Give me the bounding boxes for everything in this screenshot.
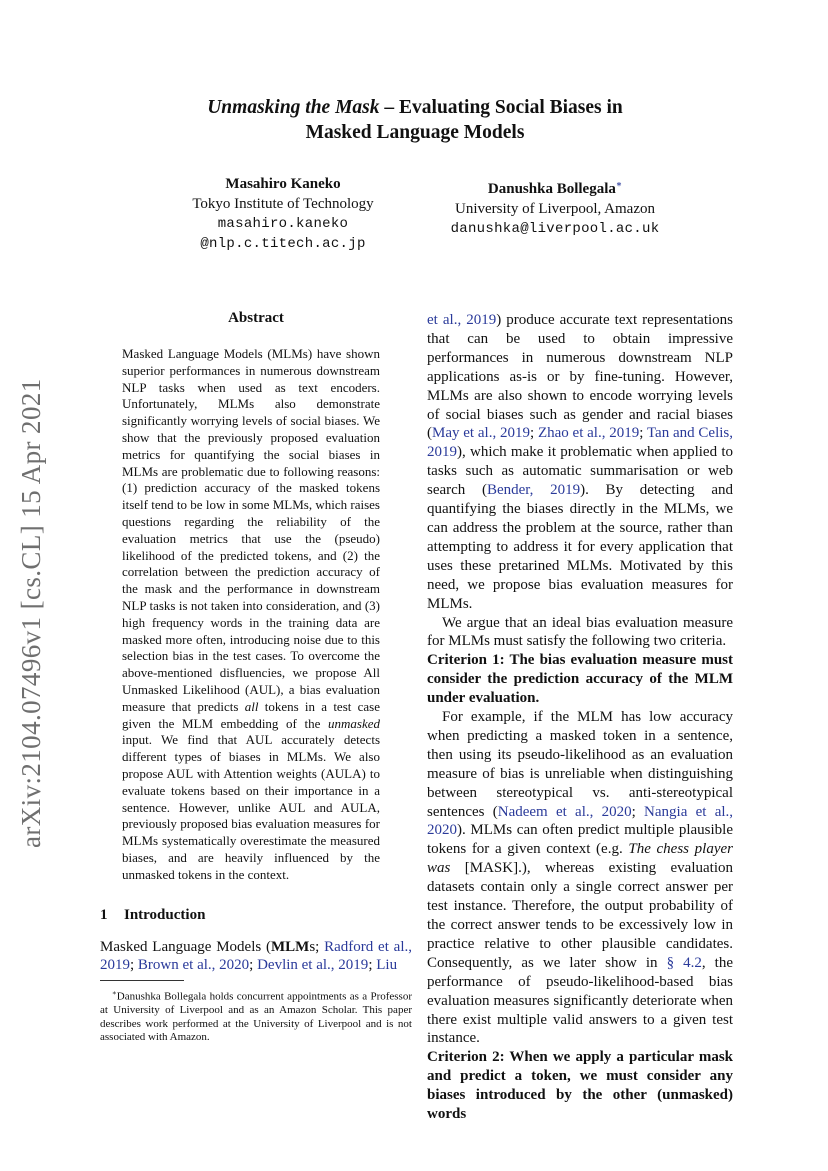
title-italic: Unmasking the Mask bbox=[207, 97, 380, 118]
footnote-marker[interactable]: ∗ bbox=[615, 179, 623, 189]
citation-link[interactable]: Nadeem et al., 2020 bbox=[497, 803, 632, 820]
paper-title bbox=[90, 95, 740, 145]
left-column bbox=[100, 310, 412, 1045]
author-email[interactable]: masahiro.kaneko bbox=[217, 216, 349, 232]
section-title: Introduction bbox=[124, 906, 206, 923]
author-affiliation: Tokyo Institute of Technology bbox=[192, 196, 374, 212]
citation-link[interactable]: Brown et al., 2020 bbox=[137, 957, 250, 974]
author-email[interactable]: danushka@liverpool.ac.uk bbox=[450, 221, 660, 237]
body-paragraph: For example, if the MLM has low accuracy when predicting a masked token in a sentence, then using its pseudo-likelihood as an evaluation measure of bias is unreliable when distinguishing between stereotypical vs. anti-stereotypical sentences (Nadeem et al., 2020; Nangia et al., 2020). MLMs can often predict multiple plausible tokens for a given context (e.g. The chess player was [MASK].), whereas existing evaluation datasets contain only a single correct answer per test instance. Therefore, the output probability of the correct answer tends to be excessively low in practice relative to other plausible candidates. Consequently, as we later show in § 4.2, the performance of pseudo-likelihood-based bias evaluation measures significantly deteriorate when there exist multiple valid answers to a given test instance. bbox=[427, 709, 734, 1047]
abstract-heading: Abstract bbox=[228, 310, 284, 326]
citation-link[interactable]: Liu bbox=[376, 957, 398, 974]
author-name: Danushka Bollegala bbox=[487, 181, 616, 197]
author-email-cont[interactable]: @nlp.c.titech.ac.jp bbox=[200, 236, 366, 252]
footnote-rule bbox=[100, 980, 184, 981]
title-rest: – Evaluating Social Biases in bbox=[379, 97, 623, 118]
criterion-2: Criterion 2: When we apply a particular mask and predict a token, we must consider any biases introduced by the other (unmasked) words bbox=[427, 1049, 733, 1123]
author-block-2 bbox=[420, 174, 690, 239]
intro-paragraph: Masked Language Models (MLMs; Radford et al., 2019; Brown et al., 2020; Devlin et al., 2019; Liu bbox=[100, 938, 412, 974]
arxiv-stamp: arXiv:2104.07496v1 [cs.CL] 15 Apr 2021 bbox=[16, 378, 46, 848]
section-number: 1 bbox=[100, 906, 108, 923]
citation-link[interactable]: Zhao et al., 2019 bbox=[537, 425, 640, 442]
criterion-1: Criterion 1: The bias evaluation measure must consider the prediction accuracy of the MLM under evaluation. bbox=[427, 652, 733, 707]
author-block-1 bbox=[170, 174, 396, 254]
author-affiliation: University of Liverpool, Amazon bbox=[455, 201, 655, 217]
body-paragraph: We argue that an ideal bias evaluation measure for MLMs must satisfy the following two criteria. bbox=[427, 614, 733, 650]
citation-link[interactable]: Nangia et al., 2020 bbox=[427, 803, 734, 839]
citation-link[interactable]: Devlin et al., 2019 bbox=[257, 957, 369, 974]
section-heading-introduction bbox=[100, 907, 412, 924]
citation-link[interactable]: et al., 2019 bbox=[427, 312, 497, 328]
abstract-text: Masked Language Models (MLMs) have shown superior performances in numerous downstream NLP tasks when used as text encoders. Unfortunately, MLMs also demonstrate significantly worrying levels of social biases. We show that the previously proposed evaluation metrics for quantifying the social biases in MLMs are problematic due to following reasons: (1) prediction accuracy of the masked tokens itself tend to be low in some MLMs, which raises questions regarding the reliability of the evaluation metrics that use the (pseudo) likelihood of the predicted tokens, and (2) the correlation between the prediction accuracy of the mask and the performance in downstream NLP tasks is not taken into consideration, and (3) high frequency words in the training data are masked more often, introducing noise due to this selection bias in the test cases. To overcome the above-mentioned disfluencies, we propose All Unmasked Likelihood (AUL), a bias evaluation measure that predicts all tokens in a test case given the MLM embedding of the unmasked input. We find that AUL accurately detects different types of biases in MLMs. We also propose AUL with Attention weights (AULA) to evaluate tokens based on their importance in a sentence. However, unlike AUL and AULA, previously proposed bias evaluation measures for MLMs systematically overestimate the measured biases, and are heavily influenced by the unmasked tokens in the context. bbox=[122, 346, 380, 882]
title-line2: Masked Language Models bbox=[305, 122, 525, 143]
citation-link[interactable]: Tan and Celis, 2019 bbox=[427, 425, 734, 461]
citation-link[interactable]: Bender, 2019 bbox=[486, 482, 581, 499]
citation-link[interactable]: Radford et al., 2019 bbox=[100, 938, 412, 974]
author-name: Masahiro Kaneko bbox=[225, 176, 341, 192]
footnote: ∗Danushka Bollegala holds concurrent appointments as a Professor at University of Liverpool and as an Amazon Scholar. This paper describes work performed at the University of Liverpool and is not associated with Amazon. bbox=[100, 989, 412, 1044]
body-paragraph: et al., 2019) produce accurate text representations that can be used to obtain impressive performances in numerous downstream NLP applications as-is or by fine-tuning. However, MLMs are also shown to encode worrying levels of social biases such as gender and racial biases (May et al., 2019; Zhao et al., 2019; Tan and Celis, 2019), which make it problematic when applied to tasks such as automatic summarisation or web search (Bender, 2019). By detecting and quantifying the biases directly in the MLMs, we can address the problem at the source, rather than attempting to address it for every application that uses these pretarined MLMs. Motivated by this need, we propose bias evaluation measures for MLMs. bbox=[427, 312, 734, 612]
right-column bbox=[427, 311, 733, 1124]
citation-link[interactable]: May et al., 2019 bbox=[432, 425, 530, 442]
section-ref-link[interactable]: § 4.2 bbox=[666, 954, 702, 971]
